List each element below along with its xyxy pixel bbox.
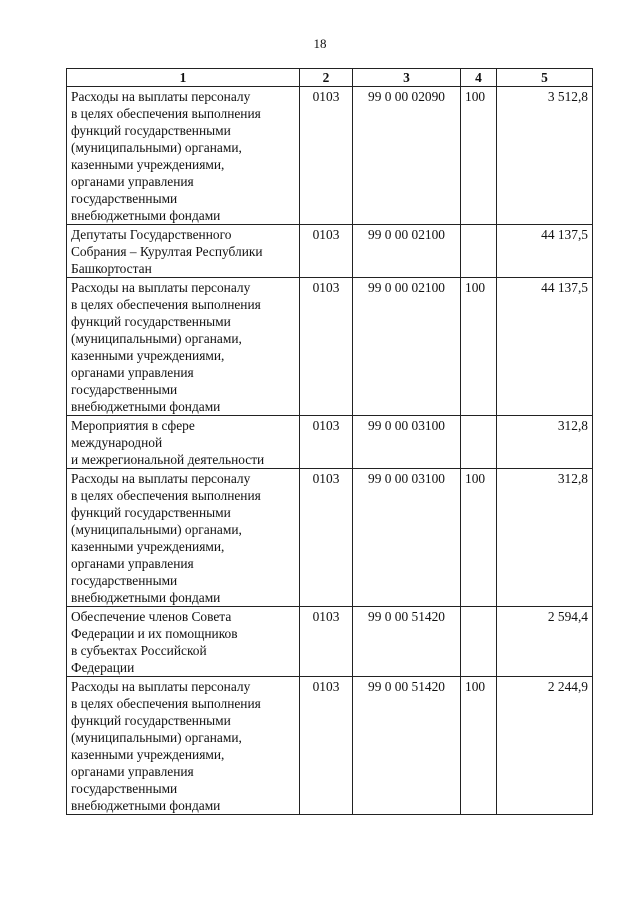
table-row (67, 469, 593, 607)
row-expense-type: 100 (461, 87, 497, 225)
row-expense-type (461, 416, 497, 469)
table-row (67, 278, 593, 416)
row-amount: 44 137,5 (497, 278, 593, 416)
row-amount: 2 594,4 (497, 607, 593, 677)
table-header-row (67, 69, 593, 87)
row-target-article: 99 0 00 03100 (353, 416, 461, 469)
row-name: Расходы на выплаты персоналу в целях обеспечения выполнения функций государственными (муниципальными) органами, казенными учреждениями, органами управления государственными внебюджетными фондами (67, 278, 300, 416)
row-expense-type (461, 225, 497, 278)
row-expense-type: 100 (461, 677, 497, 815)
row-target-article: 99 0 00 51420 (353, 677, 461, 815)
table-row (67, 607, 593, 677)
row-section-code: 0103 (300, 607, 353, 677)
row-target-article: 99 0 00 02100 (353, 278, 461, 416)
row-target-article: 99 0 00 02100 (353, 225, 461, 278)
row-name: Расходы на выплаты персоналу в целях обеспечения выполнения функций государственными (муниципальными) органами, казенными учреждениями, органами управления государственными внебюджетными фондами (67, 469, 300, 607)
column-header-name: 1 (67, 69, 300, 87)
page-number: 18 (313, 36, 327, 51)
row-target-article: 99 0 00 51420 (353, 607, 461, 677)
column-header-section: 2 (300, 69, 353, 87)
row-section-code: 0103 (300, 416, 353, 469)
row-section-code: 0103 (300, 469, 353, 607)
row-name: Расходы на выплаты персоналу в целях обеспечения выполнения функций государственными (муниципальными) органами, казенными учреждениями, органами управления государственными внебюджетными фондами (67, 677, 300, 815)
budget-table (66, 68, 593, 815)
row-amount: 312,8 (497, 469, 593, 607)
table-row (67, 677, 593, 815)
row-name: Обеспечение членов Совета Федерации и их помощников в субъектах Российской Федерации (67, 607, 300, 677)
row-expense-type: 100 (461, 469, 497, 607)
row-amount: 3 512,8 (497, 87, 593, 225)
row-section-code: 0103 (300, 87, 353, 225)
row-amount: 312,8 (497, 416, 593, 469)
row-expense-type (461, 607, 497, 677)
table-row (67, 87, 593, 225)
row-name: Расходы на выплаты персоналу в целях обеспечения выполнения функций государственными (муниципальными) органами, казенными учреждениями, органами управления государственными внебюджетными фондами (67, 87, 300, 225)
row-name: Мероприятия в сфере международной и межрегиональной деятельности (67, 416, 300, 469)
column-header-target: 3 (353, 69, 461, 87)
row-section-code: 0103 (300, 278, 353, 416)
table-row (67, 416, 593, 469)
column-header-amount: 5 (497, 69, 593, 87)
row-name: Депутаты Государственного Собрания – Курултая Республики Башкортостан (67, 225, 300, 278)
row-target-article: 99 0 00 02090 (353, 87, 461, 225)
table-row (67, 225, 593, 278)
row-target-article: 99 0 00 03100 (353, 469, 461, 607)
column-header-expense-type: 4 (461, 69, 497, 87)
row-amount: 44 137,5 (497, 225, 593, 278)
row-amount: 2 244,9 (497, 677, 593, 815)
row-section-code: 0103 (300, 225, 353, 278)
row-section-code: 0103 (300, 677, 353, 815)
row-expense-type: 100 (461, 278, 497, 416)
